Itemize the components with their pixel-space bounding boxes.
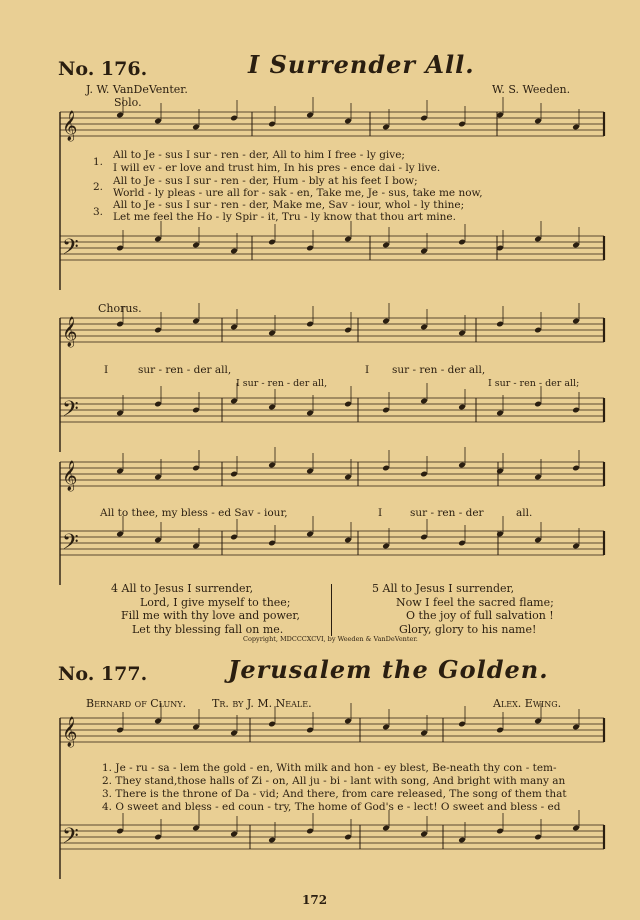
verse-line: All to Je - sus I sur - ren - der, Hum - bly at his feet I bow; [113,175,418,187]
stanza-line: Fill me with thy love and power, [121,609,300,622]
stanza-line: O the joy of full salvation ! [406,609,554,622]
clef-icon: 𝄢 [62,824,79,854]
chorus-lyric: all. [516,507,533,519]
bass-echo-lyric: I sur - ren - der all, [236,378,328,389]
verse-line-177: 4. O sweet and bless - ed coun - try, The home of God's e - lect! O sweet and bless - ed [102,801,561,813]
stanza-line: 5 All to Jesus I surrender, [372,582,515,595]
verse-line-177: 3. There is the throne of Da - vid; And there, from care released, The song of them that [102,788,567,800]
translator-177: Tr. by J. M. Neale. [212,697,312,710]
verse-line: Let me feel the Ho - ly Spir - it, Tru - ly know that thou art mine. [113,211,456,223]
hymn-number-176: No. 176. [58,58,148,80]
bass-echo-lyric: I sur - ren - der all; [488,378,580,389]
solo-label: Solo. [114,96,142,109]
clef-icon: 𝄞 [62,111,78,141]
clef-icon: 𝄢 [62,235,79,265]
clef-icon: 𝄞 [62,461,78,491]
author-176: J. W. VanDeVenter. [86,83,188,96]
stanza-4 [111,582,300,636]
stanza-divider [331,584,332,636]
chorus-lyric: I [378,507,383,519]
verse-line-177: 1. Je - ru - sa - lem the gold - en, With milk and hon - ey blest, Be-neath thy con - tem- [102,762,557,774]
verse-line-177: 2. They stand,those halls of Zi - on, All ju - bi - lant with song, And bright with many an [102,775,566,787]
stanza-line: Let thy blessing fall on me. [132,622,284,636]
verse-line: All to Je - sus I sur - ren - der, Make me, Sav - iour, whol - ly thine; [113,199,465,211]
verse-line: All to Je - sus I sur - ren - der, All to him I free - ly give; [113,149,405,161]
copyright: Copyright, MDCCCXCVI, by Weeden & VanDeVenter. [243,635,418,643]
verse-line: I will ev - er love and trust him, In his pres - ence dai - ly live. [113,162,441,174]
chorus-label: Chorus. [98,302,142,315]
chorus-lyric: sur - ren - der all, [392,364,486,376]
verse-number-2: 2. [93,181,104,193]
stanza-line: Lord, I give myself to thee; [140,595,291,609]
stanza-line: 4 All to Jesus I surrender, [111,582,254,595]
page-number: 172 [302,893,328,907]
clef-icon: 𝄢 [62,530,79,560]
verse-number-3: 3. [93,206,104,218]
chorus-lyric: sur - ren - der all, [138,364,232,376]
stanza-5 [372,582,554,636]
composer-176: W. S. Weeden. [492,83,571,96]
composer-177: Alex. Ewing. [493,697,562,710]
chorus-lyric: I [104,364,109,376]
clef-icon: 𝄞 [62,717,78,747]
stanza-line: Now I feel the sacred flame; [396,595,554,609]
hymn-number-177: No. 177. [58,663,148,685]
verse-number-1: 1. [93,156,104,168]
chorus-lyric: sur - ren - der [410,507,484,519]
chorus-lyric: I [365,364,370,376]
verse-line: World - ly pleas - ure all for - sak - en, Take me, Je - sus, take me now, [113,187,483,199]
hymn-title-176: I Surrender All. [248,50,475,79]
chorus-lyric: All to thee, my bless - ed Sav - iour, [100,507,288,519]
stanza-line: Glory, glory to his name! [399,622,537,636]
hymn-title-177: Jerusalem the Golden. [228,655,549,684]
author-177: Bernard of Cluny. [86,697,187,710]
clef-icon: 𝄢 [62,397,79,427]
clef-icon: 𝄞 [62,317,78,347]
